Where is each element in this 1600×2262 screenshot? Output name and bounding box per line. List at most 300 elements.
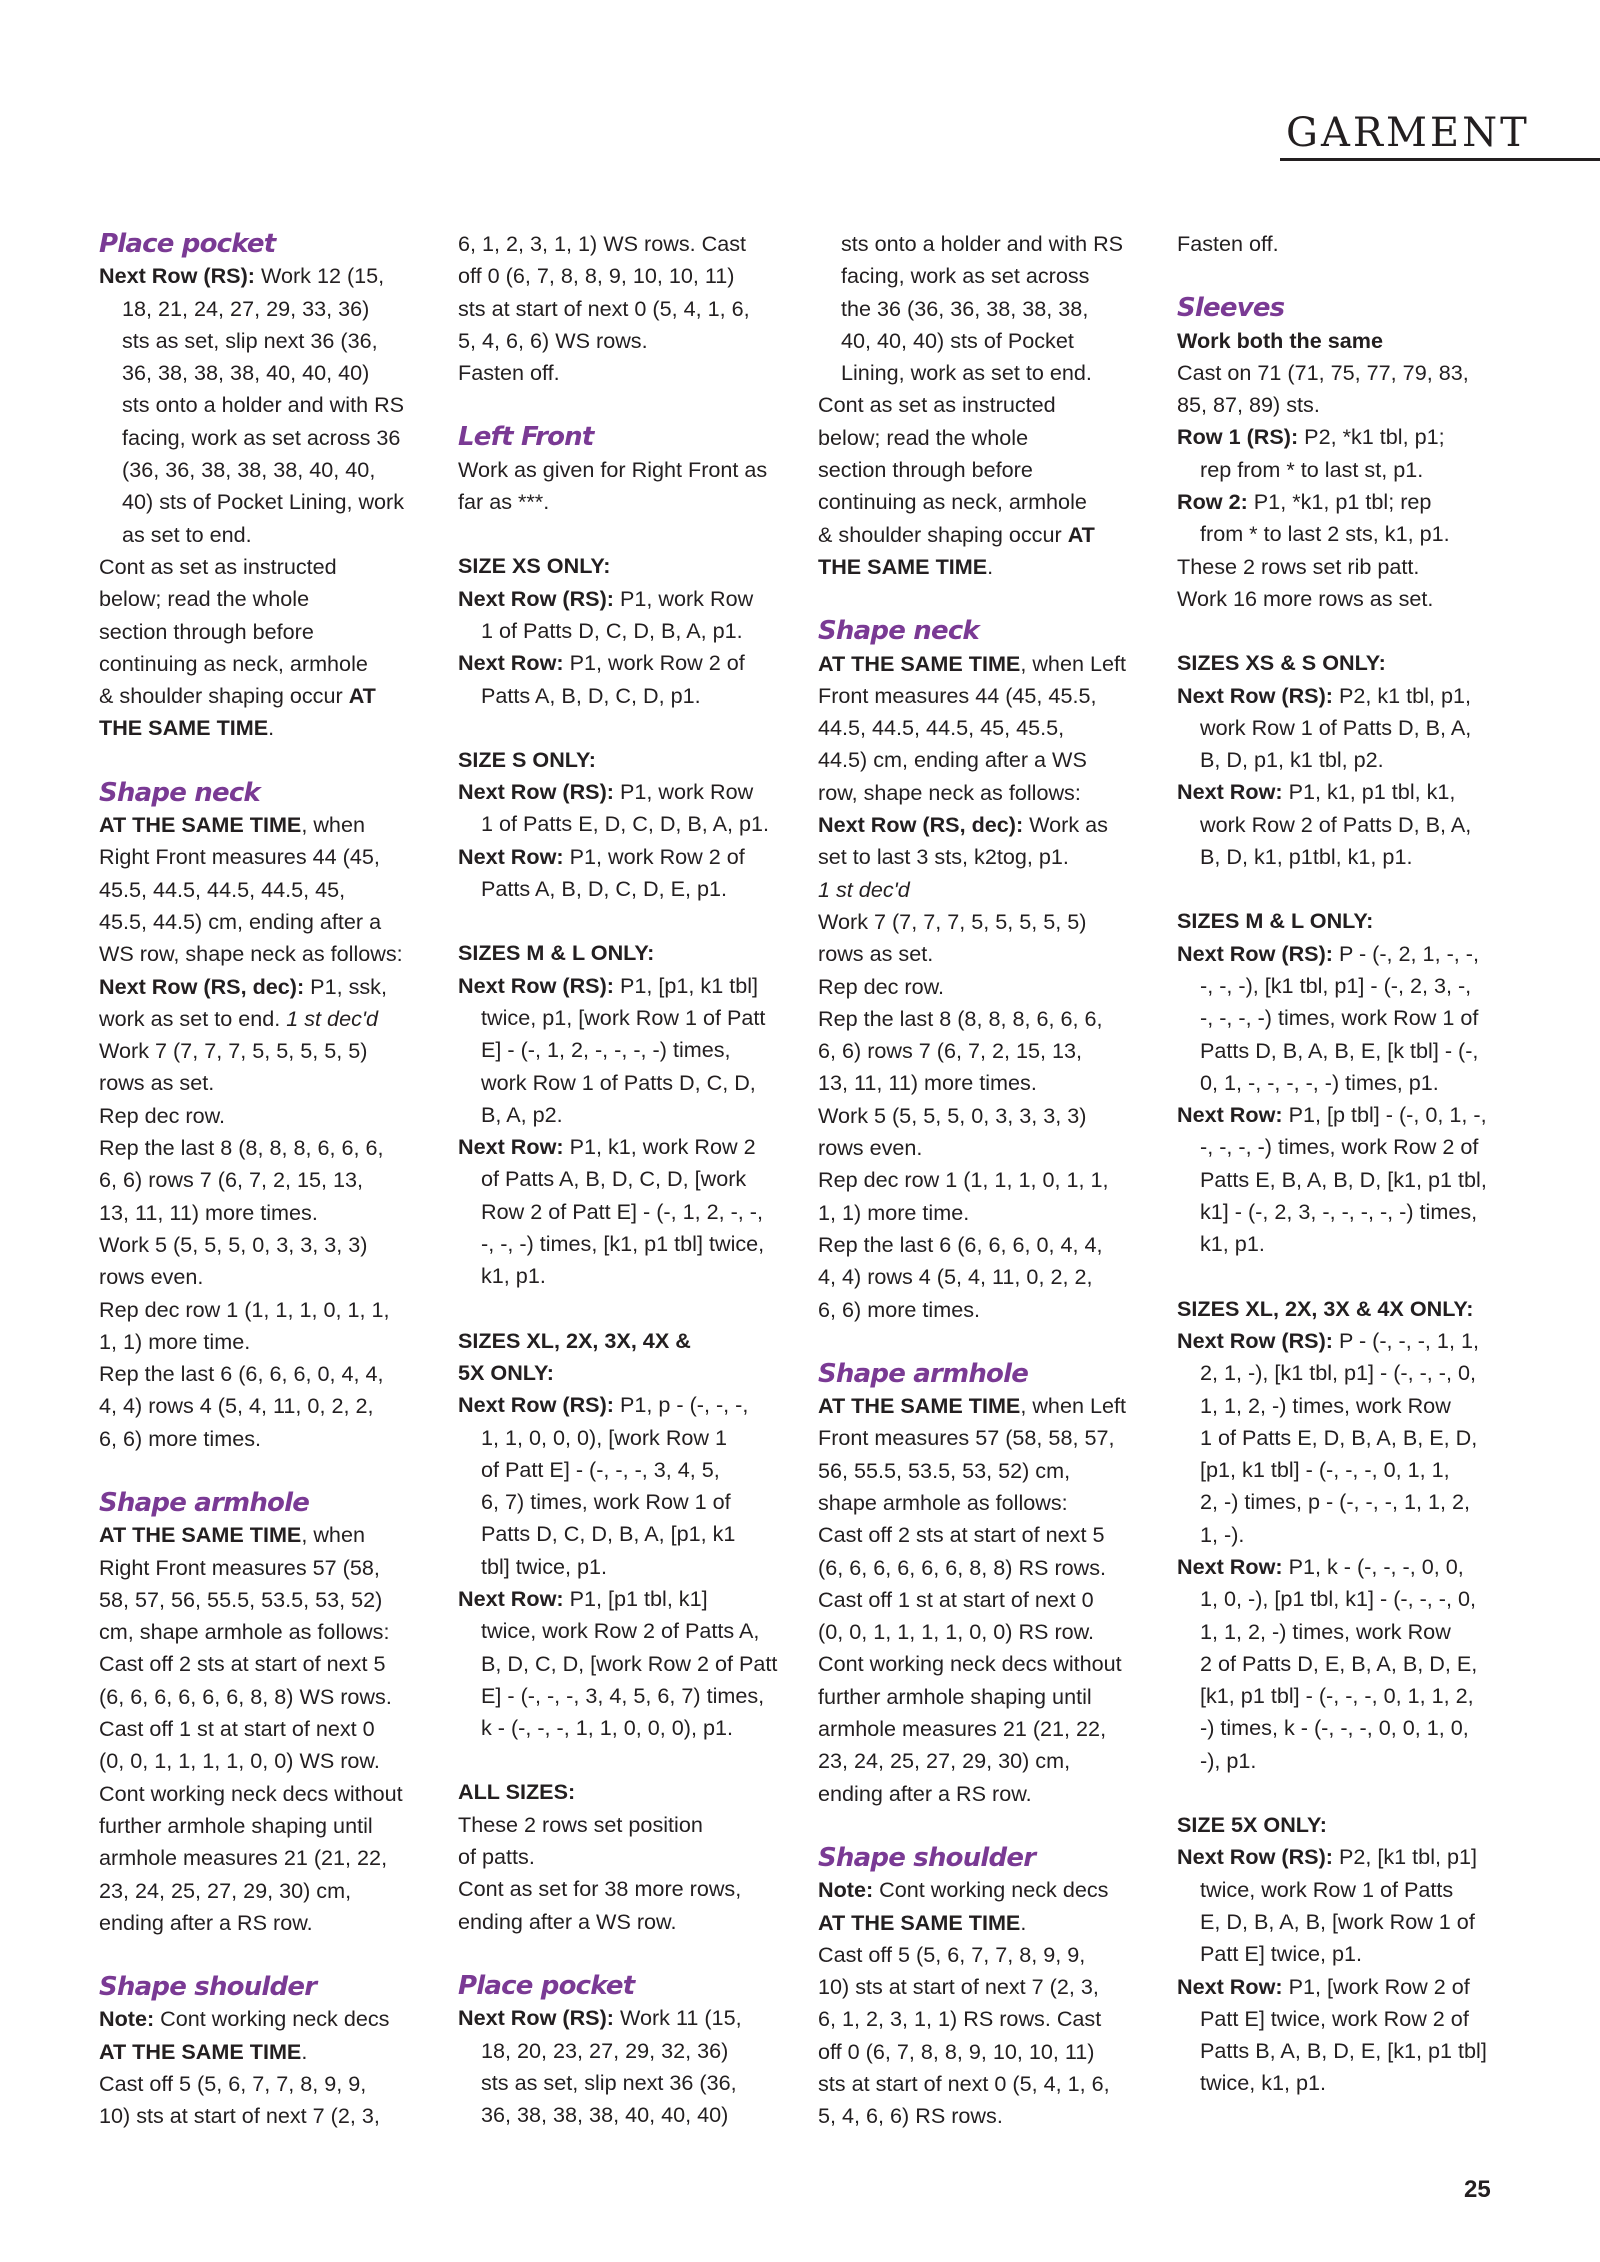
section-header (1280, 108, 1600, 164)
spacer (1177, 873, 1507, 905)
text-run: Fasten off. (1177, 231, 1279, 256)
spacer (458, 389, 788, 421)
bold-text: AT (1067, 521, 1095, 547)
pattern-line (458, 1422, 788, 1454)
pattern-line (818, 1422, 1148, 1454)
section-heading: Left Front (458, 422, 594, 453)
text-run: Work 11 (15, (613, 2005, 742, 2031)
pattern-line (818, 1874, 1148, 1906)
text-column-3 (818, 228, 1148, 2133)
text-run: P1, ssk, (304, 973, 387, 999)
text-run: 6, 6) more times. (99, 1425, 261, 1451)
text-run: 1, 1) more time. (818, 1199, 970, 1225)
pattern-line (458, 873, 788, 905)
bold-text: Next Row (RS): (458, 2005, 614, 2031)
pattern-line (458, 680, 788, 712)
bold-text: Next Row: (458, 1134, 564, 1160)
pattern-line (99, 1003, 429, 1035)
section-heading: Shape armhole (99, 1487, 310, 1518)
pattern-line (458, 1551, 788, 1583)
bold-text: Next Row (RS): (458, 585, 614, 611)
text-run: work Row 1 of Patts D, B, A, (1200, 714, 1472, 740)
text-run: armhole measures 21 (21, 22, (99, 1845, 388, 1871)
text-run: P1, work Row 2 of (563, 843, 745, 869)
text-run: These 2 rows set rib patt. (1177, 553, 1420, 579)
pattern-line (99, 1778, 429, 1810)
pattern-line (458, 1260, 788, 1292)
bold-text: Row 1 (RS): (1177, 424, 1299, 450)
bold-text: Next Row (RS, dec): (818, 812, 1024, 838)
pattern-line (458, 1648, 788, 1680)
text-run: 36, 38, 38, 38, 40, 40, 40) (481, 2102, 729, 2128)
text-run: k1, p1. (481, 1263, 546, 1289)
text-run: Work 16 more rows as set. (1177, 585, 1434, 611)
text-run: . (987, 553, 994, 579)
pattern-line (1177, 647, 1507, 679)
pattern-line (818, 1067, 1148, 1099)
spacer (818, 1810, 1148, 1842)
pattern-line (1177, 905, 1507, 937)
bold-text: Next Row: (1177, 779, 1283, 805)
spacer (99, 1939, 429, 1971)
pattern-line (99, 260, 429, 292)
pattern-line (99, 1358, 429, 1390)
pattern-line (458, 1518, 788, 1550)
pattern-line (99, 2068, 429, 2100)
bold-text: Next Row (RS): (458, 1392, 614, 1418)
text-run: [p1, k1 tbl] - (-, -, -, 0, 1, 1, (1200, 1457, 1450, 1483)
text-run: 45.5, 44.5) cm, ending after a (99, 908, 382, 934)
text-run: set to last 3 sts, k2tog, p1. (818, 844, 1069, 870)
text-column-4 (1177, 228, 1507, 2100)
bold-text: SIZE 5X ONLY: (1177, 1812, 1327, 1838)
text-run: 23, 24, 25, 27, 29, 30) cm, (99, 1877, 352, 1903)
pattern-line (818, 874, 1148, 906)
pattern-line (818, 293, 1148, 325)
pattern-line (1177, 1325, 1507, 1357)
pattern-line (458, 1131, 788, 1163)
text-run: 23, 24, 25, 27, 29, 30) cm, (818, 1748, 1071, 1774)
text-run: facing, work as set across 36 (122, 424, 401, 450)
text-run: P2, k1 tbl, p1, (1332, 682, 1472, 708)
spacer (818, 1326, 1148, 1358)
section-heading: Shape shoulder (99, 1972, 317, 2003)
text-run: 44.5) cm, ending after a WS (818, 747, 1087, 773)
pattern-line (818, 357, 1148, 389)
text-run: Patts A, B, D, C, D, p1. (481, 682, 701, 708)
bold-text: THE SAME TIME (99, 715, 269, 741)
text-run: of Patt E] - (-, -, -, 3, 4, 5, (481, 1456, 720, 1482)
text-run: ending after a WS row. (458, 1908, 677, 1934)
pattern-line (458, 293, 788, 325)
pattern-line (1177, 1874, 1507, 1906)
pattern-line (458, 1906, 788, 1938)
text-run: (0, 0, 1, 1, 1, 1, 0, 0) RS row. (818, 1619, 1095, 1645)
text-run: (6, 6, 6, 6, 6, 6, 8, 8) WS rows. (99, 1683, 392, 1709)
pattern-line (99, 1261, 429, 1293)
text-run: Cast off 2 sts at start of next 5 (818, 1522, 1105, 1548)
text-run: , when Left (1020, 650, 1126, 676)
text-run: E] - (-, 1, 2, -, -, -, -) times, (481, 1037, 731, 1063)
pattern-line (1177, 1938, 1507, 1970)
text-run: Work 12 (15, (254, 263, 385, 289)
pattern-line (458, 2099, 788, 2131)
text-run: -, -, -, -) times, work Row 2 of (1200, 1134, 1479, 1160)
text-run: tbl] twice, p1. (481, 1553, 608, 1579)
spacer (458, 1744, 788, 1776)
pattern-line (1177, 809, 1507, 841)
pattern-line (818, 1390, 1148, 1422)
text-run: the 36 (36, 36, 38, 38, 38, (841, 295, 1089, 321)
text-run: , when (301, 812, 365, 838)
pattern-line (818, 680, 1148, 712)
pattern-line (1177, 389, 1507, 421)
bold-text: AT THE SAME TIME (818, 650, 1021, 676)
pattern-line (458, 1002, 788, 1034)
bold-text: AT (348, 683, 376, 709)
text-run: Right Front measures 44 (45, (99, 844, 380, 870)
bold-text: AT THE SAME TIME (818, 1393, 1021, 1419)
bold-text: Row 2: (1177, 489, 1248, 515)
text-run: of patts. (458, 1844, 535, 1870)
pattern-line (1177, 1809, 1507, 1841)
text-run: 4, 4) rows 4 (5, 4, 11, 0, 2, 2, (818, 1264, 1093, 1290)
pattern-line (99, 1164, 429, 1196)
text-run: B, D, C, D, [work Row 2 of Patt (481, 1650, 778, 1676)
pattern-line (1177, 2003, 1507, 2035)
bold-text: SIZES M & L ONLY: (1177, 908, 1374, 934)
text-run: 6, 6) more times. (818, 1296, 980, 1322)
bold-text: Next Row (RS): (99, 263, 255, 289)
pattern-line (458, 1776, 788, 1808)
pattern-line (818, 2068, 1148, 2100)
text-run: . (268, 715, 275, 741)
text-run: Fasten off. (458, 360, 560, 386)
pattern-line (818, 1261, 1148, 1293)
pattern-line (99, 938, 429, 970)
pattern-line (818, 1939, 1148, 1971)
text-run: 1 of Patts E, D, C, D, B, A, p1. (481, 811, 770, 837)
pattern-line (99, 1326, 429, 1358)
text-run: -) times, k - (-, -, -, 0, 0, 1, 0, (1200, 1715, 1469, 1741)
text-run: P2, *k1 tbl, p1; (1298, 424, 1445, 450)
pattern-line (818, 648, 1148, 680)
pattern-line (818, 1584, 1148, 1616)
text-run: Patts E, B, A, B, D, [k1, p1 tbl, (1200, 1166, 1487, 1192)
pattern-line (458, 2002, 788, 2034)
pattern-line (818, 2003, 1148, 2035)
pattern-line (1177, 1228, 1507, 1260)
text-run: 45.5, 44.5, 44.5, 44.5, 45, (99, 876, 346, 902)
text-run: WS row, shape neck as follows: (99, 941, 403, 967)
text-run: P1, [work Row 2 of (1282, 1973, 1470, 1999)
text-run: Cont as set as instructed (99, 553, 337, 579)
text-run: P1, k - (-, -, -, 0, 0, (1282, 1553, 1464, 1579)
text-run: Rep dec row. (818, 973, 945, 999)
pattern-line (99, 1229, 429, 1261)
text-run: -, -, -), [k1 tbl, p1] - (-, 2, 3, -, (1200, 972, 1472, 998)
pattern-line (99, 293, 429, 325)
bold-text: Next Row: (458, 650, 564, 676)
text-run: Cast off 5 (5, 6, 7, 7, 8, 9, 9, (99, 2071, 367, 2097)
pattern-line (1177, 1164, 1507, 1196)
pattern-line (99, 357, 429, 389)
bold-text: SIZES XS & S ONLY: (1177, 650, 1386, 676)
pattern-line (818, 1229, 1148, 1261)
text-run: 1, 1) more time. (99, 1328, 251, 1354)
pattern-line (1177, 325, 1507, 357)
pattern-line (1177, 2067, 1507, 2099)
text-run: Patts A, B, D, C, D, E, p1. (481, 876, 728, 902)
pattern-line (458, 2035, 788, 2067)
text-run: section through before (818, 457, 1033, 483)
pattern-line (1177, 938, 1507, 970)
pattern-line (458, 454, 788, 486)
pattern-line (818, 1745, 1148, 1777)
text-run: 13, 11, 11) more times. (99, 1199, 318, 1225)
pattern-line (818, 841, 1148, 873)
pattern-line (1177, 518, 1507, 550)
pattern-line (458, 1454, 788, 1486)
pattern-line (458, 550, 788, 582)
pattern-line (99, 1584, 429, 1616)
bold-text: SIZE S ONLY: (458, 746, 596, 772)
text-run: 6, 1, 2, 3, 1, 1) WS rows. Cast (458, 231, 747, 256)
text-run: twice, work Row 2 of Patts A, (481, 1618, 760, 1644)
text-run: 40, 40, 40) sts of Pocket (841, 327, 1074, 353)
text-run: P1, [p1, k1 tbl] (613, 972, 759, 998)
text-run: k1] - (-, 2, 3, -, -, -, -, -) times, (1200, 1199, 1478, 1225)
text-run: Cast off 1 st at start of next 0 (99, 1716, 375, 1742)
pattern-line (818, 809, 1148, 841)
text-run: rows even. (818, 1135, 923, 1161)
text-run: Work as given for Right Front as (458, 456, 768, 482)
text-run: -, -, -, -) times, work Row 1 of (1200, 1005, 1479, 1031)
bold-text: THE SAME TIME (818, 553, 988, 579)
text-run: P1, work Row (613, 585, 754, 611)
pattern-line (818, 2100, 1148, 2132)
text-run: Rep the last 6 (6, 6, 6, 0, 4, 4, (818, 1231, 1103, 1257)
text-run: Cast off 1 st at start of next 0 (818, 1586, 1094, 1612)
text-run: 18, 21, 24, 27, 29, 33, 36) (122, 295, 370, 321)
text-run: 1, 1, 2, -) times, work Row (1200, 1392, 1451, 1418)
pattern-line (458, 1712, 788, 1744)
pattern-line (818, 1132, 1148, 1164)
text-run: Lining, work as set to end. (841, 360, 1092, 386)
text-run: 1, 1, 2, -) times, work Row (1200, 1618, 1451, 1644)
pattern-line (1177, 1551, 1507, 1583)
spacer (1177, 1777, 1507, 1809)
pattern-line (458, 615, 788, 647)
text-run: Cont working neck decs (873, 1877, 1109, 1903)
pattern-line (818, 1100, 1148, 1132)
pattern-line (818, 744, 1148, 776)
text-run: k1, p1. (1200, 1231, 1265, 1257)
bold-text: Work both the same (1177, 327, 1383, 353)
text-run: k - (-, -, -, 1, 1, 0, 0, 0), p1. (481, 1715, 733, 1741)
text-run: 1, 1, 0, 0, 0), [work Row 1 (481, 1424, 728, 1450)
pattern-line (458, 1067, 788, 1099)
pattern-line (818, 260, 1148, 292)
text-run: of Patts A, B, D, C, D, [work (481, 1166, 747, 1192)
text-run: Patts D, C, D, B, A, [p1, k1 (481, 1521, 736, 1547)
pattern-line (818, 1035, 1148, 1067)
text-run: Front measures 57 (58, 58, 57, (818, 1425, 1115, 1451)
text-run: work as set to end. (99, 1005, 287, 1031)
text-run: section through before (99, 618, 314, 644)
text-run: Work 7 (7, 7, 7, 5, 5, 5, 5, 5) (818, 908, 1087, 934)
text-run: 2, -) times, p - (-, -, -, 1, 1, 2, (1200, 1489, 1470, 1515)
text-run: & shoulder shaping occur (99, 683, 349, 709)
pattern-line (1177, 1390, 1507, 1422)
text-run: Patts D, B, A, B, E, [k tbl] - (-, (1200, 1037, 1479, 1063)
pattern-line (99, 1842, 429, 1874)
spacer (99, 1455, 429, 1487)
text-run: Cont working neck decs without (99, 1780, 403, 1806)
pattern-line (99, 809, 429, 841)
pattern-line (818, 486, 1148, 518)
pattern-line (818, 712, 1148, 744)
text-run: P1, *k1, p1 tbl; rep (1247, 489, 1432, 515)
pattern-line (458, 357, 788, 389)
pattern-line (818, 325, 1148, 357)
pattern-line (458, 1583, 788, 1615)
pattern-line (1177, 357, 1507, 389)
pattern-line (818, 1197, 1148, 1229)
text-run: 6, 7) times, work Row 1 of (481, 1489, 731, 1515)
pattern-line (818, 519, 1148, 551)
pattern-line (99, 1423, 429, 1455)
text-run: twice, p1, [work Row 1 of Patt (481, 1004, 766, 1030)
text-run: from * to last 2 sts, k1, p1. (1200, 521, 1450, 547)
text-run: sts as set, slip next 36 (36, (481, 2069, 737, 2095)
spacer (458, 518, 788, 550)
pattern-line (99, 1713, 429, 1745)
bold-text: SIZES XL, 2X, 3X, 4X & (458, 1327, 691, 1353)
pattern-line (818, 551, 1148, 583)
pattern-line (1177, 1616, 1507, 1648)
bold-text: AT THE SAME TIME (99, 2038, 302, 2064)
text-run: 5, 4, 6, 6) WS rows. (458, 327, 648, 353)
pattern-line (818, 1164, 1148, 1196)
text-run: 44.5, 44.5, 44.5, 45, 45.5, (818, 715, 1065, 741)
bold-text: Next Row: (458, 843, 564, 869)
text-run: sts at start of next 0 (5, 4, 1, 6, (818, 2071, 1110, 2097)
text-run: continuing as neck, armhole (818, 489, 1087, 515)
header-rule (1280, 158, 1600, 161)
text-run: Front measures 44 (45, 45.5, (818, 682, 1097, 708)
section-heading: Place pocket (458, 1970, 635, 2001)
pattern-line (1177, 1745, 1507, 1777)
text-run: rows as set. (818, 941, 934, 967)
text-run: -), p1. (1200, 1747, 1257, 1773)
spacer (1177, 1261, 1507, 1293)
pattern-line (99, 1810, 429, 1842)
text-run: 10) sts at start of next 7 (2, 3, (99, 2103, 380, 2129)
italic-text: 1 st dec'd (818, 876, 910, 902)
pattern-line (1177, 776, 1507, 808)
pattern-line (818, 1778, 1148, 1810)
text-run: P1, work Row 2 of (563, 650, 745, 676)
pattern-line (818, 1616, 1148, 1648)
text-run: far as ***. (458, 489, 550, 515)
pattern-line (99, 325, 429, 357)
text-column-1 (99, 228, 429, 2133)
text-run: Cont working neck decs without (818, 1651, 1122, 1677)
pattern-line (458, 1841, 788, 1873)
text-run: P - (-, -, -, 1, 1, (1332, 1327, 1479, 1353)
pattern-line (818, 2036, 1148, 2068)
text-run: (0, 0, 1, 1, 1, 1, 0, 0) WS row. (99, 1748, 380, 1774)
bold-text: Next Row (RS): (1177, 1327, 1333, 1353)
text-run: Cont as set as instructed (818, 392, 1056, 418)
pattern-line (99, 712, 429, 744)
text-run: sts at start of next 0 (5, 4, 1, 6, (458, 295, 750, 321)
text-run: . (1020, 1909, 1027, 1935)
pattern-line (1177, 1486, 1507, 1518)
pattern-line (818, 1681, 1148, 1713)
spacer (458, 712, 788, 744)
text-run: P1, k1, work Row 2 (563, 1134, 756, 1160)
pattern-line (99, 389, 429, 421)
pattern-line (458, 808, 788, 840)
pattern-line (99, 422, 429, 454)
pattern-line (1177, 841, 1507, 873)
bold-text: Next Row (RS): (458, 972, 614, 998)
pattern-line (458, 1615, 788, 1647)
pattern-line (99, 583, 429, 615)
spacer (818, 583, 1148, 615)
pattern-line (1177, 712, 1507, 744)
italic-text: 1 st dec'd (286, 1005, 379, 1031)
pattern-line (1177, 1680, 1507, 1712)
pattern-line (99, 2036, 429, 2068)
pattern-line (458, 1034, 788, 1066)
text-run: P - (-, 2, 1, -, -, (1332, 940, 1479, 966)
text-run: Cast off 5 (5, 6, 7, 7, 8, 9, 9, (818, 1941, 1086, 1967)
pattern-line (458, 1809, 788, 1841)
pattern-line (458, 970, 788, 1002)
pattern-line (1177, 1293, 1507, 1325)
pattern-line (1177, 1519, 1507, 1551)
pattern-line (818, 1907, 1148, 1939)
pattern-line (458, 776, 788, 808)
text-run: 13, 11, 11) more times. (818, 1070, 1037, 1096)
pattern-line (99, 486, 429, 518)
bold-text: SIZES XL, 2X, 3X & 4X ONLY: (1177, 1295, 1474, 1321)
pattern-line (99, 1100, 429, 1132)
pattern-line (99, 616, 429, 648)
text-run: (36, 36, 38, 38, 38, 40, 40, (122, 457, 376, 483)
pattern-line (818, 1487, 1148, 1519)
bold-text: ALL SIZES: (458, 1779, 576, 1805)
pattern-line (458, 1680, 788, 1712)
pattern-line (99, 2003, 429, 2035)
text-run: cm, shape armhole as follows: (99, 1619, 390, 1645)
pattern-line (1177, 680, 1507, 712)
text-run: . (301, 2038, 308, 2064)
text-run: off 0 (6, 7, 8, 8, 9, 10, 10, 11) (458, 263, 735, 289)
pattern-line (458, 1228, 788, 1260)
text-run: B, A, p2. (481, 1101, 563, 1127)
spacer (99, 745, 429, 777)
bold-text: SIZE XS ONLY: (458, 553, 611, 579)
pattern-line (99, 1552, 429, 1584)
pattern-line (818, 228, 1148, 260)
text-run: further armhole shaping until (818, 1683, 1092, 1709)
text-run: work Row 2 of Patts D, B, A, (1200, 811, 1472, 837)
text-run: 85, 87, 89) sts. (1177, 392, 1320, 418)
